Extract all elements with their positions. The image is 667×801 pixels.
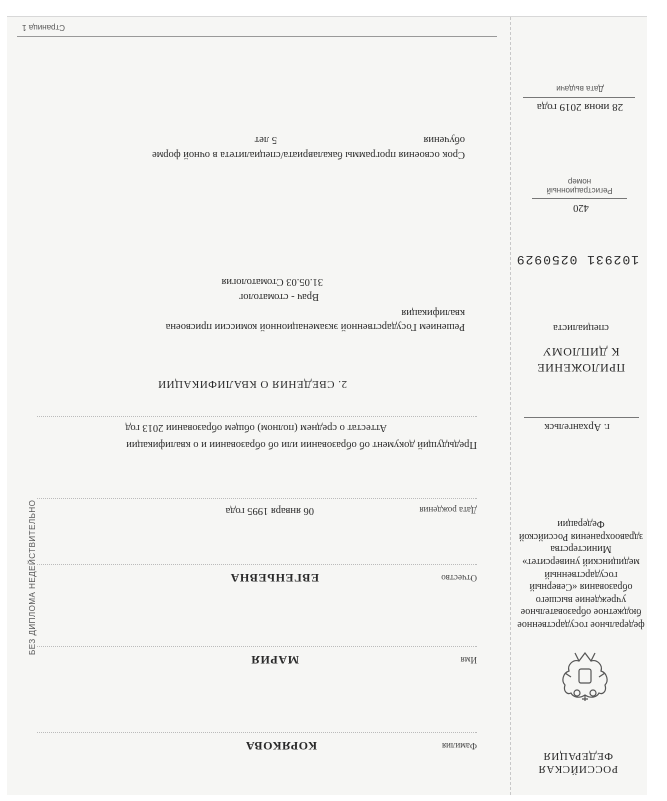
title-line-1: ПРИЛОЖЕНИЕ bbox=[536, 361, 626, 375]
name-rule bbox=[37, 646, 477, 647]
decision-label-line-2: квалификация bbox=[401, 307, 465, 318]
surname-value: КОРЯКОВА bbox=[245, 739, 317, 753]
birthdate-value: 06 января 1995 года bbox=[225, 505, 314, 516]
surname-label: Фамилия bbox=[441, 741, 477, 751]
validity-note: БЕЗ ДИПЛОМА НЕДЕЙСТВИТЕЛЬНО bbox=[28, 499, 37, 655]
title-line-2: К ДИПЛОМУ bbox=[542, 345, 620, 359]
birthdate-rule bbox=[37, 498, 477, 499]
serial-number: 102931 0250929 bbox=[515, 252, 639, 267]
duration-label-line-2: обучения bbox=[423, 134, 465, 145]
issue-date-label: Дата выдачи bbox=[556, 84, 604, 93]
decision-label-line-1: Решением Государственной экзаменационной комиссии присвоена bbox=[165, 321, 465, 332]
coat-of-arms-icon bbox=[557, 647, 613, 703]
previous-document-value: Аттестат о среднем (полном) общем образовании 2013 год bbox=[125, 422, 387, 433]
qualification-line-2: 31.05.03 Стоматология bbox=[221, 276, 323, 287]
surname-rule bbox=[37, 732, 477, 733]
reg-number-value: 420 bbox=[573, 202, 589, 213]
title-line-3: специалиста bbox=[553, 322, 609, 333]
patronymic-rule bbox=[37, 564, 477, 565]
issue-date-underline bbox=[523, 97, 635, 98]
footer-rule bbox=[17, 36, 497, 37]
previous-document-label: Предыдущий документ об образовании или об образовании и о квалификации bbox=[126, 439, 477, 450]
column-divider bbox=[510, 17, 511, 795]
country-label: РОССИЙСКАЯ ФЕДЕРАЦИЯ bbox=[538, 750, 618, 775]
patronymic-value: ЕВГЕНЬЕВНА bbox=[230, 571, 319, 585]
duration-value: 5 лет bbox=[254, 134, 277, 145]
page-number: Страница 1 bbox=[22, 23, 65, 32]
city: г. Архангельск bbox=[544, 421, 610, 432]
qualification-line-1: Врач - стоматолог bbox=[238, 291, 319, 302]
city-underline bbox=[524, 417, 639, 418]
reg-number-underline bbox=[532, 198, 627, 199]
reg-number-label: Регистрационный номер bbox=[546, 177, 613, 195]
previous-document-rule bbox=[37, 416, 477, 417]
issue-date-value: 28 июня 2019 года bbox=[536, 101, 624, 113]
diploma-supplement-sheet bbox=[7, 16, 647, 795]
name-value: МАРИЯ bbox=[250, 653, 299, 667]
section-2-heading: 2. СВЕДЕНИЯ О КВАЛИФИКАЦИИ bbox=[157, 378, 347, 390]
patronymic-label: Отчество bbox=[441, 573, 477, 583]
duration-label-line-1: Срок освоения программы бакалавриата/специалитета в очной форме bbox=[152, 149, 465, 160]
name-label: Имя bbox=[460, 655, 477, 665]
organization-name: федеральное государственное бюджетное образовательное учреждение высшего образования «Северный государственный медицинский университет» Министерства здравоохранения Российской Федерации bbox=[517, 518, 645, 630]
birthdate-label: Дата рождения bbox=[419, 505, 477, 515]
